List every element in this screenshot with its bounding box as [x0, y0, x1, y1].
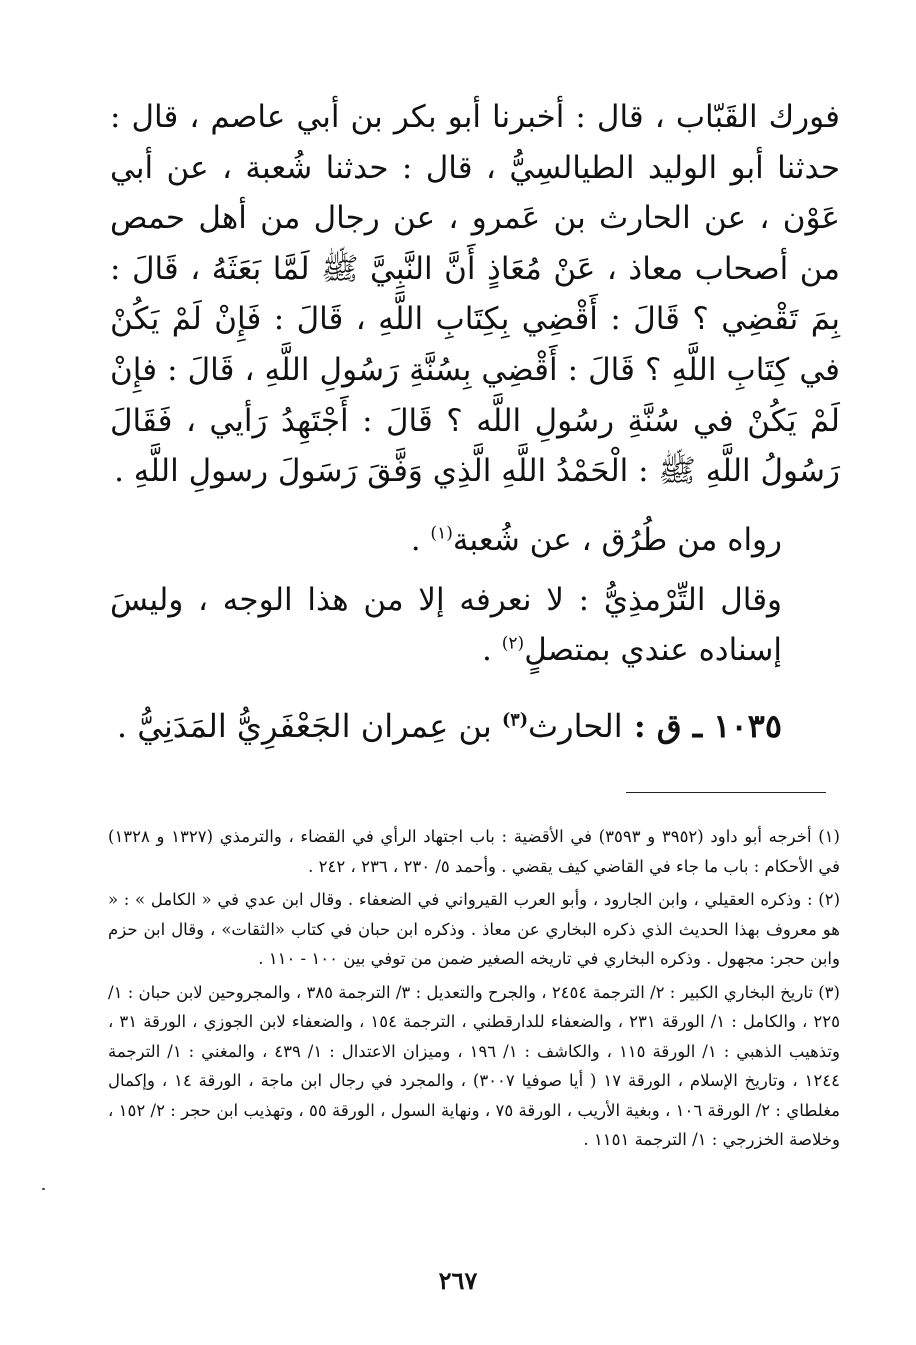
main-text	[110, 92, 840, 675]
entry-heading	[110, 701, 840, 751]
narration-line	[110, 515, 840, 565]
tirmidhi-end: .	[482, 631, 502, 668]
narration-end: .	[410, 521, 431, 558]
entry-number: ١٠٣٥	[713, 706, 782, 745]
page-body	[110, 92, 840, 751]
entry-name-part1: الحارث	[528, 706, 623, 745]
footnote-2: (٢) : وذكره العقيلي ، وابن الجارود ، وأبو العرب القيرواني في الضعفاء . وقال ابن عدي في « الكامل » : « هو معروف بهذا الحديث الذي ذكره البخاري عن معاذ . وذكره ابن حبان في كتاب «الثقات» ، وقال ابن حزم وابن حجر: مجهول . وذكره البخاري في تاريخه الصغير ضمن من توفي بين ١٠٠ - ١١٠ .	[108, 890, 840, 968]
footnote-separator	[626, 792, 826, 793]
scan-speck	[42, 1188, 45, 1190]
tirmidhi-paragraph	[110, 575, 840, 675]
footnote-3: (٣) تاريخ البخاري الكبير : ٢/ الترجمة ٢٤٥٤ ، والجرح والتعديل : ٣/ الترجمة ٣٨٥ ، والمجروحين لابن حبان : ١/ ٢٢٥ ، والكامل : ١/ الورقة ٢٣١ ، والضعفاء للدارقطني ، الترجمة ١٥٤ ، والضعفاء لابن الجوزي ، الورقة ٣١ ، وتذهيب الذهبي : ١/ الورقة ١١٥ ، والكاشف : ١/ ١٩٦ ، وميزان الاعتدال : ١/ ٤٣٩ ، والمغني : ١/ الترجمة ١٢٤٤ ، وتاريخ الإسلام ، الورقة ١٧ ( أيا صوفيا ٣٠٠٧) ، والمجرد في رجال ابن ماجة ، الورقة ١٤ ، وإكمال مغلطاي : ٢/ الورقة ١٠٦ ، وبغية الأريب ، الورقة ٧٥ ، ونهاية السول ، الورقة ٥٥ ، وتهذيب ابن حجر : ٢/ ١٥٢ ، وخلاصة الخزرجي : ١/ الترجمة ١١٥١ .	[108, 982, 841, 1149]
footnote-1: (١) أخرجه أبو داود (٣٩٥٢ و ٣٥٩٣) في الأقضية : باب اجتهاد الرأي في القضاء ، والترمذي (١٣٢٧ و ١٣٢٨) في الأحكام : باب ما جاء في القاضي كيف يقضي . وأحمد ٥/ ٢٣٠ ، ٢٣٦ ، ٢٤٢ .	[108, 827, 840, 876]
footnote-ref-1: (١)	[430, 523, 453, 544]
footnote-ref-3: (٣)	[501, 709, 529, 731]
hadith-paragraph: فورك القَبّاب ، قال : أخبرنا أبو بكر بن أبي عاصم ، قال : حدثنا أبو الوليد الطيالسِيُّ ، قال : حدثنا شُعبة ، عن أبي عَوْن ، عن الحارث بن عَمرو ، عن رجال من أهل حمص من أصحاب معاذ ، عَنْ مُعَاذٍ أَنَّ النَّبِيَّ ﷺ لَمَّا بَعَثَهُ ، قَالَ : بِمَ تَقْضِي ؟ قَالَ : أَقْضِي بِكِتَابِ اللَّهِ ، قَالَ : فَإِنْ لَمْ يَكُنْ في كِتَابِ اللَّهِ ؟ قَالَ : أَقْضِي بِسُنَّةِ رَسُولِ اللَّهِ ، قَالَ : فإِنْ لَمْ يَكُنْ في سُنَّةِ رسُولِ اللَّه ؟ قَالَ : أَجْتَهِدُ رَأيي ، فَقَالَ رَسُولُ اللَّهِ ﷺ : الْحَمْدُ اللَّهِ الَّذِي وَفَّقَ رَسَولَ رسولِ اللَّهِ .	[110, 99, 840, 490]
footnote-ref-2: (٢)	[501, 633, 525, 654]
footnotes	[108, 822, 840, 1159]
entry-name-part2: بن عِمران الجَعْفَرِيُّ المَدَنِيُّ .	[116, 706, 502, 745]
narration-text: رواه من طُرُق ، عن شُعبة	[452, 521, 782, 558]
page-number: ٢٦٧	[438, 1266, 478, 1295]
tirmidhi-text: وقال التِّرْمذِيُّ : لا نعرفه إلا من هذا الوجه ، وليسَ إسناده عندي بمتصلٍ	[110, 581, 782, 668]
entry-code: ـ ق :	[622, 706, 714, 745]
